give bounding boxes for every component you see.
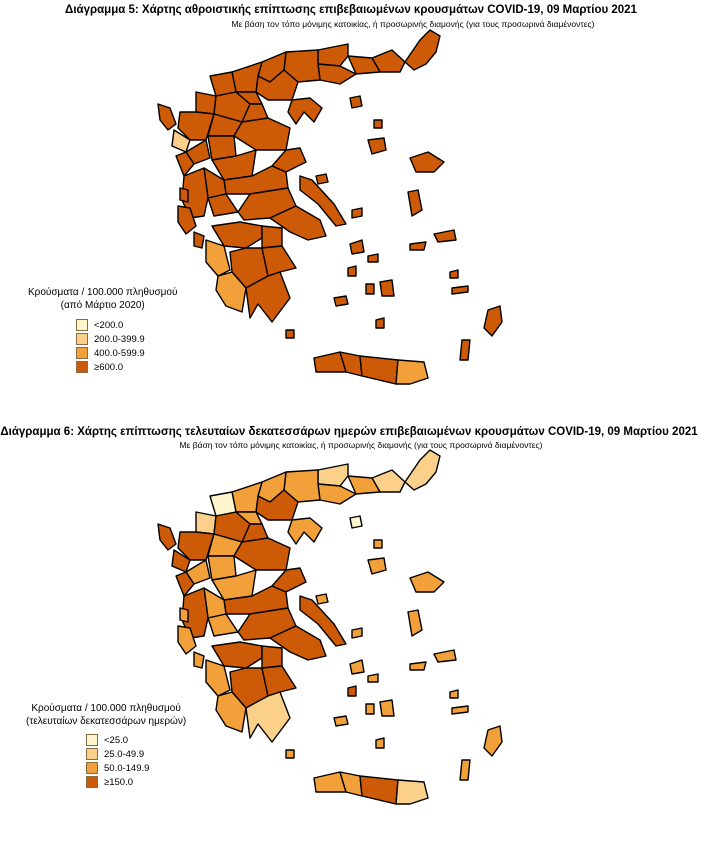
region-kastoria	[196, 512, 216, 534]
region-samothraki	[374, 540, 382, 548]
chart-subtitle: Με βάση τον τόπο μόνιμης κατοικίας, ή προσωρινής διαμονής (για τους προσωρινά διαμένοντες)	[231, 19, 595, 29]
region-zakynthos	[194, 652, 204, 668]
region-naxos	[380, 700, 394, 716]
legend-label: 25.0-49.9	[104, 748, 145, 760]
region-lemnos	[368, 138, 386, 154]
regions-group	[158, 450, 502, 804]
legend-subtitle: (από Μάρτιο 2020)	[60, 300, 145, 311]
region-lefkada	[180, 608, 188, 622]
region-fokida	[208, 194, 238, 216]
region-syros	[348, 686, 356, 696]
legend-label: 200.0-399.9	[94, 333, 145, 345]
legend-swatch	[86, 762, 98, 774]
region-korinthia	[262, 646, 282, 668]
legend-label: <25.0	[104, 734, 129, 746]
legend-item	[76, 346, 177, 360]
legend-title: Κρούσματα / 100.000 πληθυσμού	[31, 703, 181, 714]
legend-swatch	[76, 333, 88, 345]
legend-item	[86, 775, 186, 789]
region-samothraki	[374, 120, 382, 128]
region-thasos	[350, 516, 362, 528]
region-skopelos	[316, 174, 328, 184]
legend-swatch	[76, 347, 88, 359]
legend-swatch	[86, 748, 98, 760]
map-panel-14day	[0, 420, 702, 842]
region-paros	[366, 284, 374, 294]
legend-item	[86, 733, 186, 747]
region-skopelos	[316, 594, 328, 604]
legend-item	[76, 318, 177, 332]
region-lesvos	[410, 152, 444, 172]
legend-swatch	[86, 776, 98, 788]
legend-label: ≥600.0	[94, 361, 123, 373]
region-lesvos	[410, 572, 444, 592]
chart-title: Διάγραμμα 5: Χάρτης αθροιστικής επίπτωσης επιβεβαιωμένων κρουσμάτων COVID-19, 09 Μαρτίου 2021	[65, 4, 637, 16]
region-zakynthos	[194, 232, 204, 248]
region-chalkidiki	[288, 518, 322, 544]
region-chios	[408, 190, 422, 216]
region-skyros	[352, 628, 362, 638]
region-fokida	[208, 614, 238, 636]
region-drama	[318, 464, 348, 486]
region-syros	[348, 266, 356, 276]
region-samos	[434, 650, 456, 662]
region-kalymnos	[450, 270, 458, 278]
region-kythira	[286, 750, 294, 758]
legend-subtitle: (τελευταίων δεκατεσσάρων ημερών)	[26, 716, 187, 727]
region-kastoria	[196, 92, 216, 114]
region-kerkyra	[158, 104, 176, 130]
region-tinos	[368, 674, 378, 682]
legend-swatch	[86, 734, 98, 746]
legend-item	[76, 360, 177, 374]
region-larisa	[234, 538, 290, 570]
region-larisa	[234, 118, 290, 150]
legend-title: Κρούσματα / 100.000 πληθυσμού	[28, 287, 178, 298]
region-tinos	[368, 254, 378, 262]
region-karpathos	[460, 340, 470, 360]
region-chalkidiki	[288, 98, 322, 124]
region-naxos	[380, 280, 394, 296]
region-rodos	[484, 306, 502, 336]
legend-label: 50.0-149.9	[104, 762, 150, 774]
region-kythira	[286, 330, 294, 338]
legend-label: 400.0-599.9	[94, 347, 145, 359]
region-kerkyra	[158, 524, 176, 550]
legend-item	[86, 747, 186, 761]
chart-title: Διάγραμμα 6: Χάρτης επίπτωσης τελευταίων δεκατεσσάρων ημερών επιβεβαιωμένων κρουσμάτων COVID-19, 09 Μαρτίου 2021	[0, 426, 698, 438]
region-thasos	[350, 96, 362, 108]
region-evros	[405, 30, 440, 70]
region-lasithi	[396, 360, 428, 384]
regions-group	[158, 30, 502, 384]
region-andros	[350, 660, 364, 674]
region-andros	[350, 240, 364, 254]
region-irakleio	[360, 356, 398, 384]
region-rodos	[484, 726, 502, 756]
legend-item	[86, 761, 186, 775]
legend-label: ≥150.0	[104, 776, 133, 788]
region-kalymnos	[450, 690, 458, 698]
region-kos	[452, 706, 468, 714]
region-argolida	[262, 666, 296, 696]
region-ikaria	[410, 662, 426, 670]
region-kavala	[318, 484, 356, 504]
region-milos	[334, 716, 348, 726]
legend-label: <200.0	[94, 319, 124, 331]
region-evros	[405, 450, 440, 490]
region-chios	[408, 610, 422, 636]
legend	[28, 286, 177, 374]
region-korinthia	[262, 226, 282, 248]
region-thira	[376, 738, 384, 748]
region-argolida	[262, 246, 296, 276]
region-samos	[434, 230, 456, 242]
chart-subtitle: Με βάση τον τόπο μόνιμης κατοικίας, ή προσωρινής διαμονής (για τους προσωρινά διαμένοντες)	[179, 440, 543, 450]
legend	[26, 702, 186, 789]
region-milos	[334, 296, 348, 306]
region-lemnos	[368, 558, 386, 574]
region-drama	[318, 44, 348, 66]
region-thira	[376, 318, 384, 328]
region-irakleio	[360, 776, 398, 804]
region-ikaria	[410, 242, 426, 250]
map-panel-cumulative	[0, 0, 702, 420]
region-lasithi	[396, 780, 428, 804]
region-skyros	[352, 208, 362, 218]
region-lefkada	[180, 188, 188, 202]
legend-item	[76, 332, 177, 346]
region-karpathos	[460, 760, 470, 780]
region-kos	[452, 286, 468, 294]
legend-swatch	[76, 319, 88, 331]
region-kavala	[318, 64, 356, 84]
region-paros	[366, 704, 374, 714]
legend-swatch	[76, 361, 88, 373]
